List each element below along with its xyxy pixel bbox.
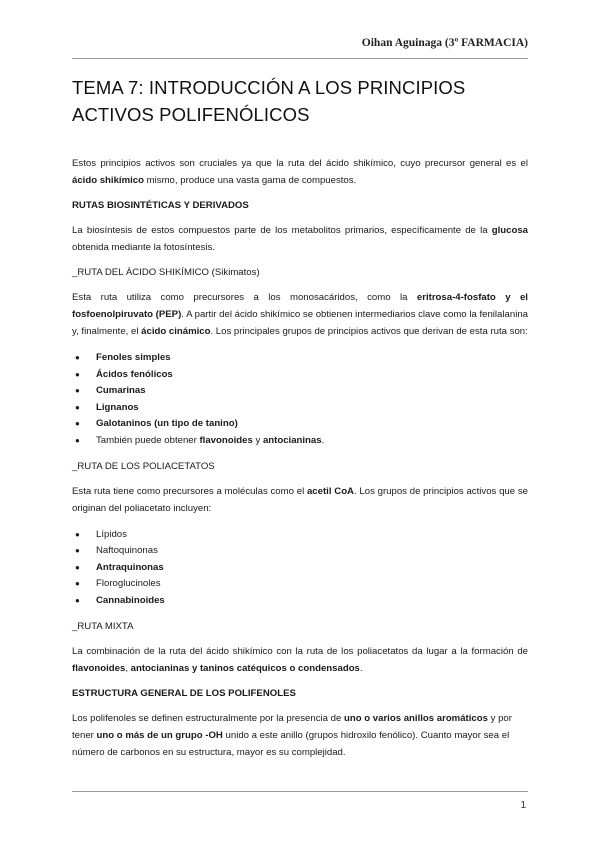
estructura-bold-2: uno o más de un grupo -OH	[96, 729, 223, 741]
list-item-text: También puede obtener	[96, 434, 200, 446]
poliacetatos-text-2: . Los grupos de principios activos que se originan del poliacetato incluyen:	[72, 485, 528, 514]
shikimico-list	[72, 348, 528, 450]
rutas-bold-1: glucosa	[491, 225, 528, 236]
shikimico-text-2: . A partir del ácido shikímico se obtienen intermediarios clave como la fenilalanina y, finalmente, el	[72, 309, 528, 337]
document-body	[72, 155, 528, 769]
list-item-text: Lípidos	[96, 528, 127, 540]
shikimico-bold-1: eritrosa-4-fosfato y el fosfoenolpiruvato (PEP)	[72, 292, 528, 320]
list-item-text: .	[321, 434, 325, 446]
estructura-bold-1: uno o varios anillos aromáticos	[344, 712, 488, 724]
page-number: 1	[520, 800, 526, 811]
estructura-text-1: Los polifenoles se definen estructuralmente por la presencia de	[72, 712, 344, 724]
section-heading-rutas: RUTAS BIOSINTÉTICAS Y DERIVADOS	[72, 200, 249, 211]
bullet-icon: ●	[75, 353, 80, 362]
page-title: TEMA 7: INTRODUCCIÓN A LOS PRINCIPIOS ACTIVOS POLIFENÓLICOS	[72, 77, 466, 125]
list-item	[72, 433, 528, 450]
shikimico-text-1: Esta ruta utiliza como precursores a los monosacáridos, como la	[72, 292, 417, 303]
list-item	[72, 416, 528, 433]
list-item-bold: antocianinas	[262, 434, 322, 446]
bullet-icon: ●	[75, 546, 80, 556]
shikimico-bold-2: ácido cinámico	[141, 326, 211, 337]
mixta-bold-2: antocianinas y taninos catéquicos o condensados	[130, 662, 360, 674]
mixta-bold-1: flavonoides	[72, 662, 126, 674]
list-item	[72, 576, 528, 593]
list-item-text: y	[252, 434, 263, 446]
poliacetatos-bold-1: acetil CoA	[306, 485, 354, 497]
mixta-paragraph	[72, 643, 528, 677]
shikimico-paragraph	[72, 289, 528, 340]
bullet-icon: ●	[75, 529, 80, 539]
bullet-icon: ●	[75, 579, 80, 589]
intro-text-1: Estos principios activos son cruciales ya que la ruta del ácido shikímico, cuyo precursor general es el	[72, 158, 528, 169]
estructura-text-3: unido a este anillo (grupos hidroxilo fenólico). Cuanto mayor sea el número de carbonos en su estructura, mayor es su complejidad.	[72, 729, 510, 758]
list-item-text: Lignanos	[96, 401, 139, 413]
list-item-text: Cannabinoides	[96, 594, 165, 606]
subheading-mixta: _RUTA MIXTA	[72, 620, 134, 632]
section-heading-estructura: ESTRUCTURA GENERAL DE LOS POLIFENOLES	[72, 687, 296, 699]
mixta-text-2: ,	[125, 662, 131, 674]
bullet-icon: ●	[75, 369, 80, 379]
bullet-icon: ●	[75, 595, 80, 605]
rutas-text-1: La biosíntesis de estos compuestos parte de los metabolitos primarios, específicamente de la	[72, 225, 492, 236]
list-item	[72, 527, 528, 544]
list-item-text: Floroglucinoles	[96, 578, 161, 590]
poliacetatos-text-1: Esta ruta tiene como precursores a moléculas como el	[72, 485, 307, 497]
list-item-text: Ácidos fenólicos	[96, 368, 173, 380]
list-item	[72, 367, 528, 384]
mixta-text-3: .	[359, 662, 363, 674]
rutas-text-2: obtenida mediante la fotosíntesis.	[72, 242, 215, 253]
list-item-text: Cumarinas	[96, 385, 146, 397]
header-author: Oihan Aguinaga (3º FARMACIA)	[361, 37, 528, 49]
list-item-text: Fenoles simples	[96, 352, 171, 363]
list-item-text: Galotaninos (un tipo de tanino)	[96, 418, 238, 430]
footer-divider	[72, 791, 528, 792]
header-divider	[72, 58, 528, 59]
rutas-paragraph	[72, 222, 528, 256]
list-item-text: Naftoquinonas	[96, 545, 158, 557]
bullet-icon: ●	[75, 419, 80, 429]
estructura-text-2: y por tener	[72, 712, 512, 741]
bullet-icon: ●	[75, 402, 80, 412]
poliacetatos-paragraph	[72, 483, 528, 517]
list-item	[72, 400, 528, 417]
intro-paragraph	[72, 155, 528, 189]
list-item-bold: flavonoides	[199, 434, 253, 446]
subheading-poliacetatos: _RUTA DE LOS POLIACETATOS	[72, 460, 215, 472]
poliacetatos-list	[72, 525, 528, 610]
mixta-text-1: La combinación de la ruta del ácido shikímico con la ruta de los poliacetatos da lugar a la formación de	[72, 645, 528, 657]
intro-bold-1: ácido shikímico	[72, 175, 144, 186]
list-item	[72, 593, 528, 610]
estructura-paragraph	[72, 710, 528, 761]
list-item	[72, 560, 528, 577]
bullet-icon: ●	[75, 562, 80, 572]
list-item-text: Antraquinonas	[96, 561, 164, 573]
shikimico-text-3: . Los principales grupos de principios activos que derivan de esta ruta son:	[210, 326, 528, 337]
list-item	[72, 543, 528, 560]
bullet-icon: ●	[75, 435, 80, 445]
bullet-icon: ●	[75, 386, 80, 396]
list-item	[72, 383, 528, 400]
subheading-shikimico: _RUTA DEL ÁCIDO SHIKÍMICO (Sikimatos)	[72, 267, 260, 278]
intro-text-2: mismo, produce una vasta gama de compuestos.	[143, 175, 357, 186]
list-item	[72, 350, 528, 367]
